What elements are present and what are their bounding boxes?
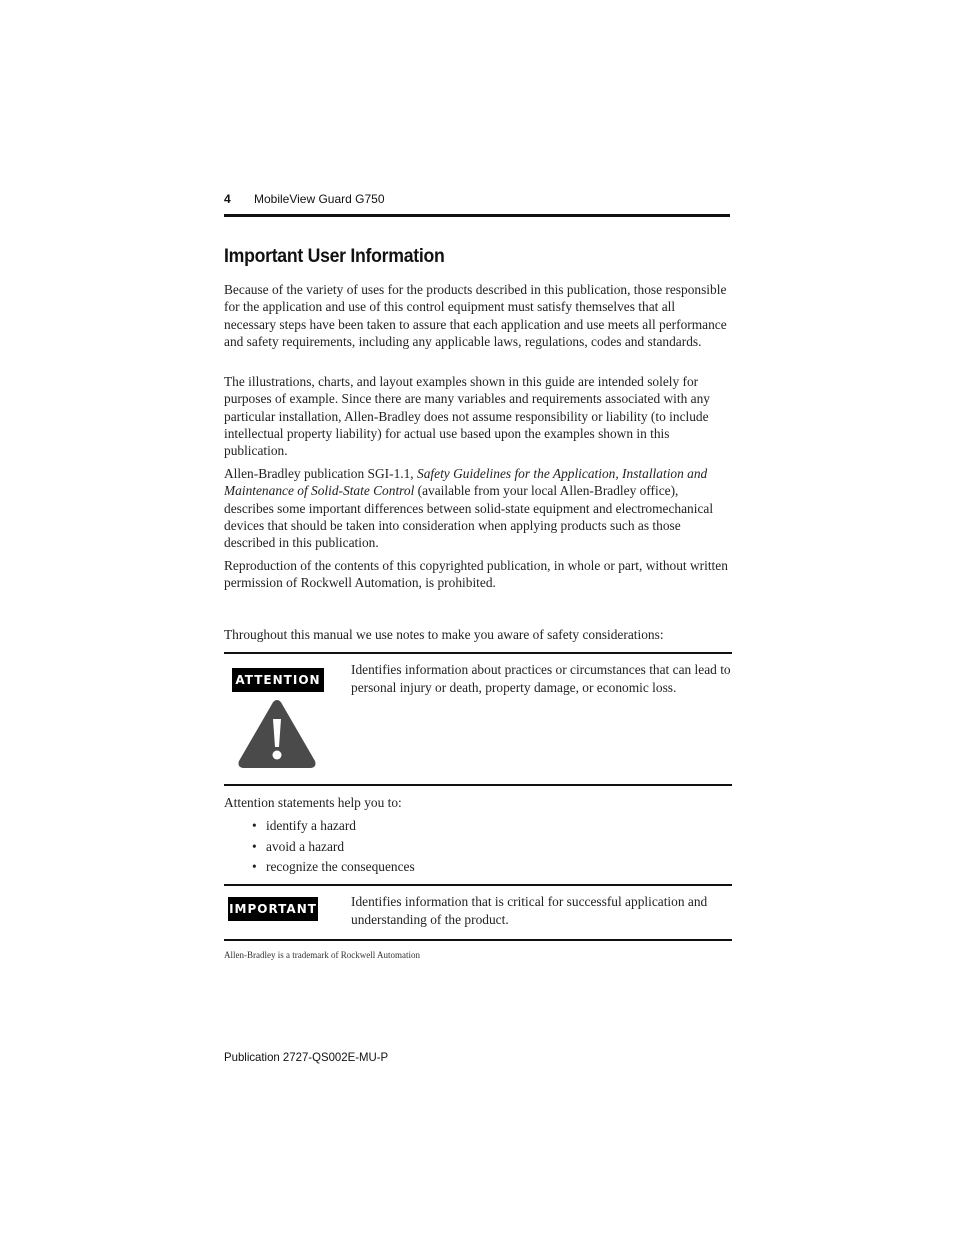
header-rule: [224, 214, 730, 217]
important-rule-bottom: [224, 939, 732, 941]
paragraph-usage: Because of the variety of uses for the products described in this publication, those responsible for the application and use of this control equipment must satisfy themselves that all necessary steps have been taken to assure that each application and use meets all performance and safety requirements, including any applicable laws, regulations, codes and standards.: [224, 282, 727, 349]
paragraph-safety-guidelines: Allen-Bradley publication SGI-1.1, Safety Guidelines for the Application, Installation and Maintenance of Solid-State Control (available from your local Allen-Bradley office), describes some important differences between solid-state equipment and electromechanical devices that should be taken into consideration when applying products such as those described in this publication.: [224, 466, 714, 551]
attention-list-intro: Attention statements help you to:: [224, 795, 402, 810]
page-number: 4: [224, 192, 231, 206]
important-label: IMPORTANT: [228, 897, 318, 921]
attention-description: Identifies information about practices or circumstances that can lead to personal injury or death, property damage, or economic loss.: [351, 662, 731, 695]
paragraph-reproduction: Reproduction of the contents of this copyrighted publication, in whole or part, without written permission of Rockwell Automation, is prohibited.: [224, 558, 728, 591]
attention-rule-bottom: [224, 784, 732, 786]
important-description: Identifies information that is critical for successful application and understanding of the product.: [351, 894, 708, 927]
running-title: MobileView Guard G750: [254, 192, 385, 206]
list-item: • recognize the consequences: [252, 858, 415, 879]
publication-number: Publication 2727-QS002E-MU-P: [224, 1050, 389, 1064]
attention-label: ATTENTION: [232, 668, 324, 692]
section-title: Important User Information: [224, 246, 445, 267]
paragraph-examples: The illustrations, charts, and layout examples shown in this guide are intended solely for purposes of example. Since there are many variables and requirements associated with any particular installation, Allen-Bradley does not assume responsibility or liability (to include intellectual property liability) for actual use based upon the examples shown in this publication.: [224, 374, 710, 459]
attention-rule-top: [224, 652, 732, 654]
attention-list: [252, 817, 415, 879]
warning-triangle-icon: [236, 697, 318, 771]
list-item: • identify a hazard: [252, 817, 415, 838]
important-rule-top: [224, 884, 732, 886]
paragraph-notes-intro: Throughout this manual we use notes to make you aware of safety considerations:: [224, 627, 664, 642]
list-item: • avoid a hazard: [252, 838, 415, 859]
running-header: [224, 192, 730, 206]
publication-title: Safety Guidelines for the Application, Installation and Maintenance of Solid-State Control: [224, 466, 708, 499]
trademark-note: Allen-Bradley is a trademark of Rockwell Automation: [224, 950, 420, 960]
